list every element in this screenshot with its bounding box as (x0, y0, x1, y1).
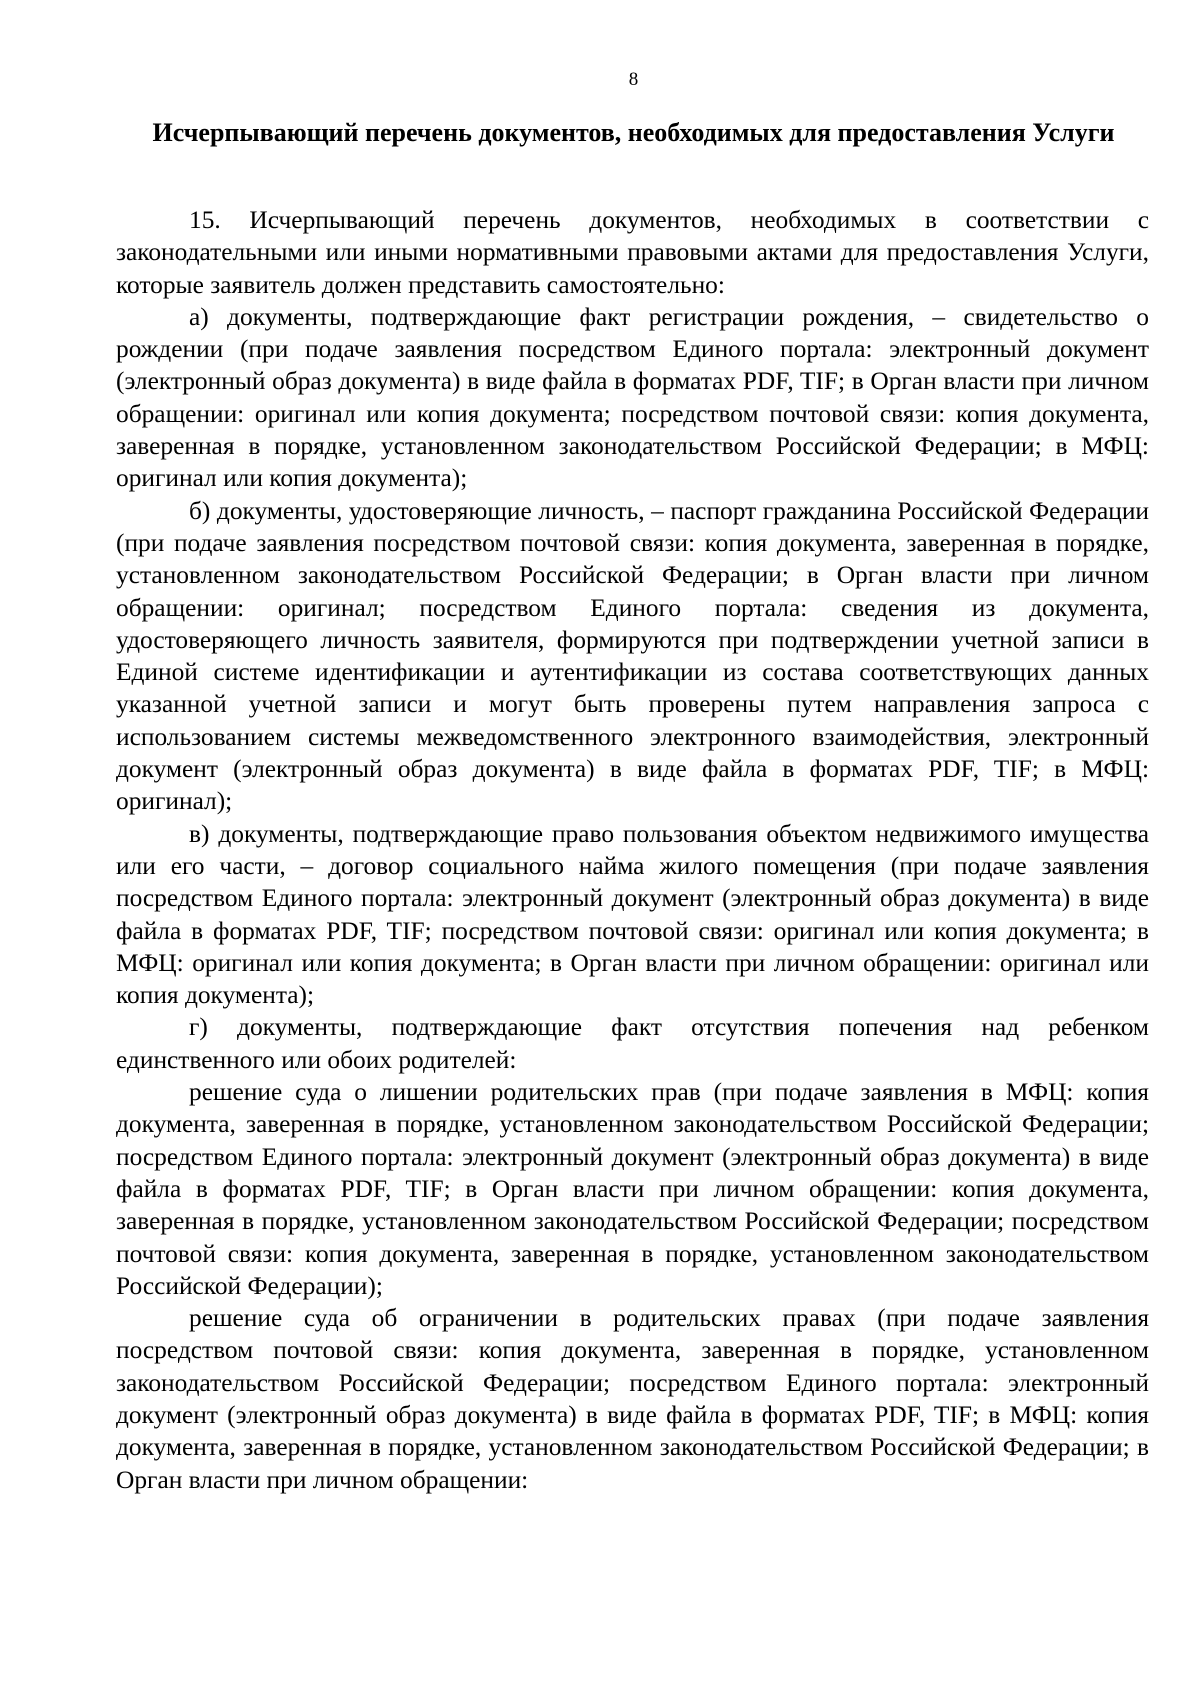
paragraph-15-intro: 15. Исчерпывающий перечень документов, необходимых в соответствии с законодательными или иными нормативными правовыми актами для предоставления Услуги, которые заявитель должен представить самостоятельно: (116, 206, 1149, 299)
paragraph-court-decision-restriction: решение суда об ограничении в родительских правах (при подаче заявления посредством почтовой связи: копия документа, заверенная в порядке, установленном законодательством Российской Федерации; посредством Единого портала: электронный документ (электронный образ документа) в виде файла в форматах PDF, TIF; в МФЦ: копия документа, заверенная в порядке, установленном законодательством Российской Федерации; в Орган власти при личном обращении: (116, 1304, 1149, 1494)
section-title: Исчерпывающий перечень документов, необходимых для предоставления Услуги (152, 118, 1115, 147)
paragraph-court-decision-deprivation: решение суда о лишении родительских прав (при подаче заявления в МФЦ: копия документа, заверенная в порядке, установленном законодательством Российской Федерации; посредством Единого портала: электронный документ (электронный образ документа) в виде файла в форматах PDF, TIF; в Орган власти при личном обращении: копия документа, заверенная в порядке, установленном законодательством Российской Федерации; посредством почтовой связи: копия документа, заверенная в порядке, установленном законодательством Российской Федерации); (116, 1078, 1149, 1300)
paragraph-item-v: в) документы, подтверждающие право пользования объектом недвижимого имущества или его части, – договор социального найма жилого помещения (при подаче заявления посредством Единого портала: электронный документ (электронный образ документа) в виде файла в форматах PDF, TIF; посредством почтовой связи: оригинал или копия документа; в МФЦ: оригинал или копия документа; в Орган власти при личном обращении: оригинал или копия документа); (116, 819, 1149, 1010)
page-number: 8 (628, 69, 639, 90)
paragraph-item-a: а) документы, подтверждающие факт регистрации рождения, – свидетельство о рождении (при подаче заявления посредством Единого портала: электронный документ (электронный образ документа) в виде файла в форматах PDF, TIF; в Орган власти при личном обращении: оригинал или копия документа; посредством почтовой связи: копия документа, заверенная в порядке, установленном законодательством Российской Федерации; в МФЦ: оригинал или копия документа); (116, 302, 1149, 493)
document-body (116, 204, 1149, 1496)
paragraph-item-b: б) документы, удостоверяющие личность, – паспорт гражданина Российской Федерации (при подаче заявления посредством почтовой связи: копия документа, заверенная в порядке, установленном законодательством Российской Федерации; в Орган власти при личном обращении: оригинал; посредством Единого портала: сведения из документа, удостоверяющего личность заявителя, формируются при подтверждении учетной записи в Единой системе идентификации и аутентификации из состава соответствующих данных указанной учетной записи и могут быть проверены путем направления запроса с использованием системы межведомственного электронного взаимодействия, электронный документ (электронный образ документа) в виде файла в форматах PDF, TIF; в МФЦ: оригинал); (116, 496, 1149, 816)
paragraph-item-g: г) документы, подтверждающие факт отсутствия попечения над ребенком единственного или обоих родителей: (116, 1013, 1149, 1074)
